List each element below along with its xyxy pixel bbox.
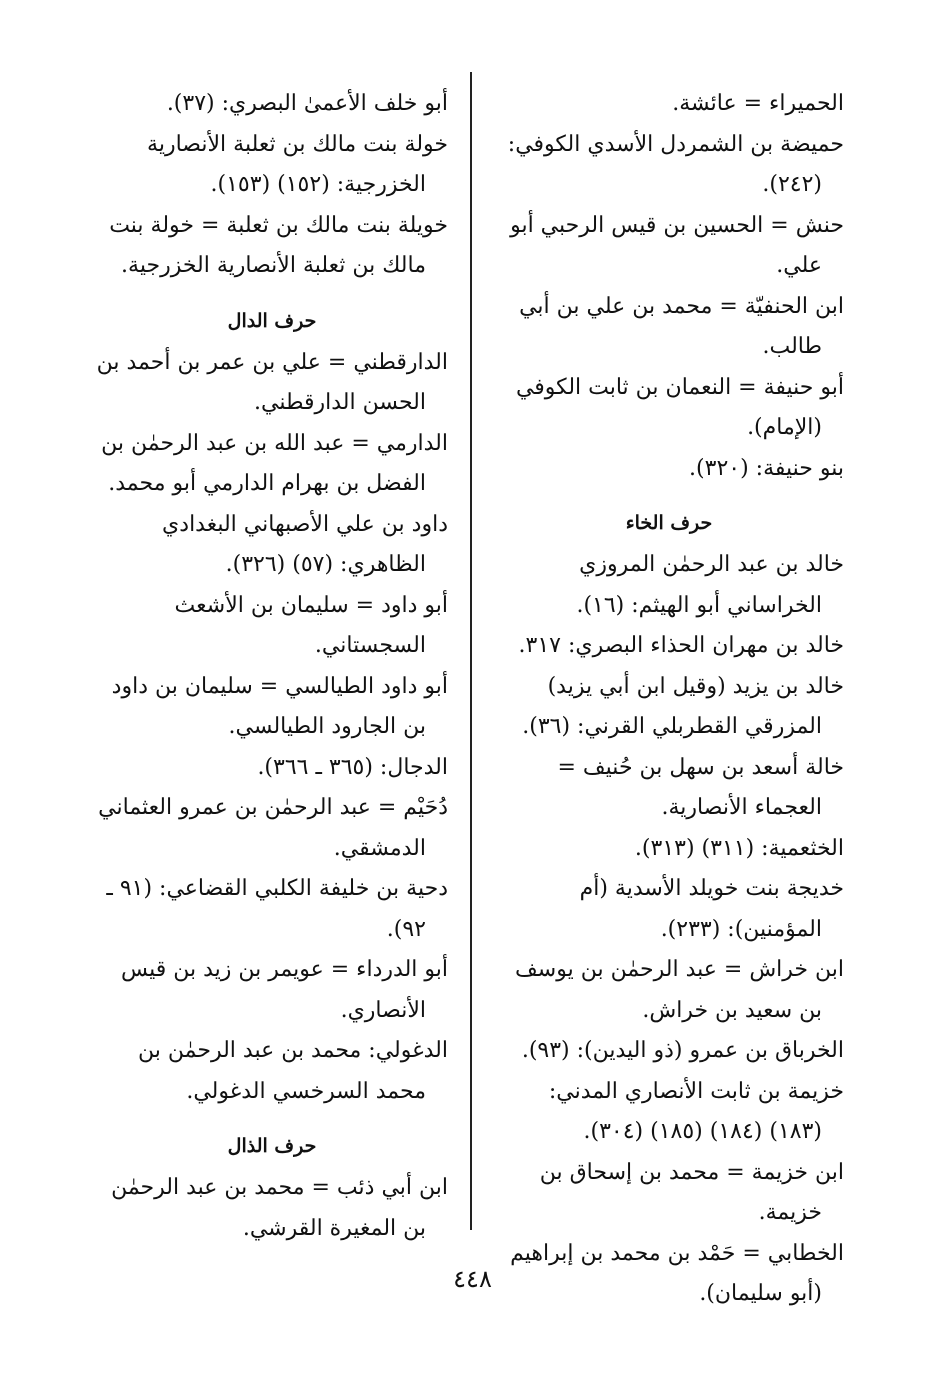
index-entry: ابن أبي ذئب = محمد بن عبد الرحمٰن بن المغيرة القرشي. [111, 1175, 448, 1241]
letter-heading: حرف الذال [227, 1135, 317, 1157]
column-divider [470, 72, 472, 1230]
index-entry: أبو خلف الأعمىٰ البصري: (٣٧). [166, 91, 448, 116]
index-entry: أبو الدرداء = عويمر بن زيد بن قيس الأنصاري. [121, 957, 448, 1023]
index-entry: ابن خزيمة = محمد بن إسحاق بن خزيمة. [539, 1159, 844, 1225]
index-entry: خالد بن عبد الرحمٰن المروزي الخراساني أبو الهيثم: (١٦). [576, 552, 844, 618]
index-entry: الخطابي = حَمْد بن محمد بن إبراهيم (أبو سليمان). [510, 1240, 844, 1306]
index-entry: الدغولي: محمد بن عبد الرحمٰن بن محمد السرخسي الدغولي. [138, 1038, 448, 1104]
index-entry: حنش = الحسين بن قيس الرحبي أبو علي. [510, 212, 844, 278]
index-entry: الحميراء = عائشة. [672, 91, 844, 116]
index-entry: دحية بن خليفة الكلبي القضاعي: (٩١ ـ ٩٢). [106, 876, 448, 942]
index-entry: أبو حنيفة = النعمان بن ثابت الكوفي (الإمام). [515, 374, 844, 440]
index-entry: بنو حنيفة: (٣٢٠). [689, 455, 844, 481]
page-number: ٤٤٨ [453, 1265, 492, 1293]
letter-heading: حرف الدال [227, 309, 317, 332]
index-entry: خويلة بنت مالك بن ثعلبة = خولة بنت مالك بن ثعلبة الأنصارية الخزرجية. [109, 212, 448, 278]
letter-heading: حرف الخاء [625, 512, 713, 534]
index-column-right [494, 84, 844, 1315]
index-entry: حميضة بن الشمردل الأسدي الكوفي: (٢٤٢). [507, 131, 844, 197]
index-entry: خالة أسعد بن سهل بن حُنيف = العجماء الأنصارية. [557, 754, 844, 820]
index-entry: خديجة بنت خويلد الأسدية (أم المؤمنين): (٢٣٣). [579, 876, 844, 942]
index-column-left [96, 84, 448, 1249]
index-entry: الخرباق بن عمرو (ذو اليدين): (٩٣). [521, 1038, 844, 1063]
index-entry: داود بن علي الأصبهاني البغدادي الظاهري: (٥٧) (٣٢٦). [162, 511, 448, 577]
index-entry: الدجال: (٣٦٥ ـ ٣٦٦). [257, 754, 448, 780]
index-entry: دُحَيْم = عبد الرحمٰن بن عمرو العثماني الدمشقي. [98, 795, 448, 861]
index-entry: الدارمي = عبد الله بن عبد الرحمٰن بن الفضل بن بهرام الدارمي أبو محمد. [101, 430, 448, 496]
index-entry: خالد بن يزيد (وقيل ابن أبي يزيد) المزرقي القطربلي القرني: (٣٦). [522, 673, 844, 739]
index-entry: ابن الحنفيّة = محمد بن علي بن أبي طالب. [519, 293, 844, 359]
index-entry: خالد بن مهران الحذاء البصري: ٣١٧. [518, 633, 844, 658]
index-entry: خزيمة بن ثابت الأنصاري المدني: (١٨٣) (١٨٤) (١٨٥) (٣٠٤). [548, 1078, 844, 1144]
index-entry: الخثعمية: (٣١١) (٣١٣). [634, 835, 844, 861]
index-entry: أبو داود الطيالسي = سليمان بن داود بن الجارود الطيالسي. [111, 673, 448, 739]
index-entry: الدارقطني = علي بن عمر بن أحمد بن الحسن الدارقطني. [96, 349, 448, 415]
index-entry: أبو داود = سليمان بن الأشعث السجستاني. [174, 592, 448, 658]
index-entry: خولة بنت مالك بن ثعلبة الأنصارية الخزرجية: (١٥٢) (١٥٣). [147, 131, 448, 197]
index-entry: ابن خراش = عبد الرحمٰن بن يوسف بن سعيد بن خراش. [515, 957, 844, 1023]
